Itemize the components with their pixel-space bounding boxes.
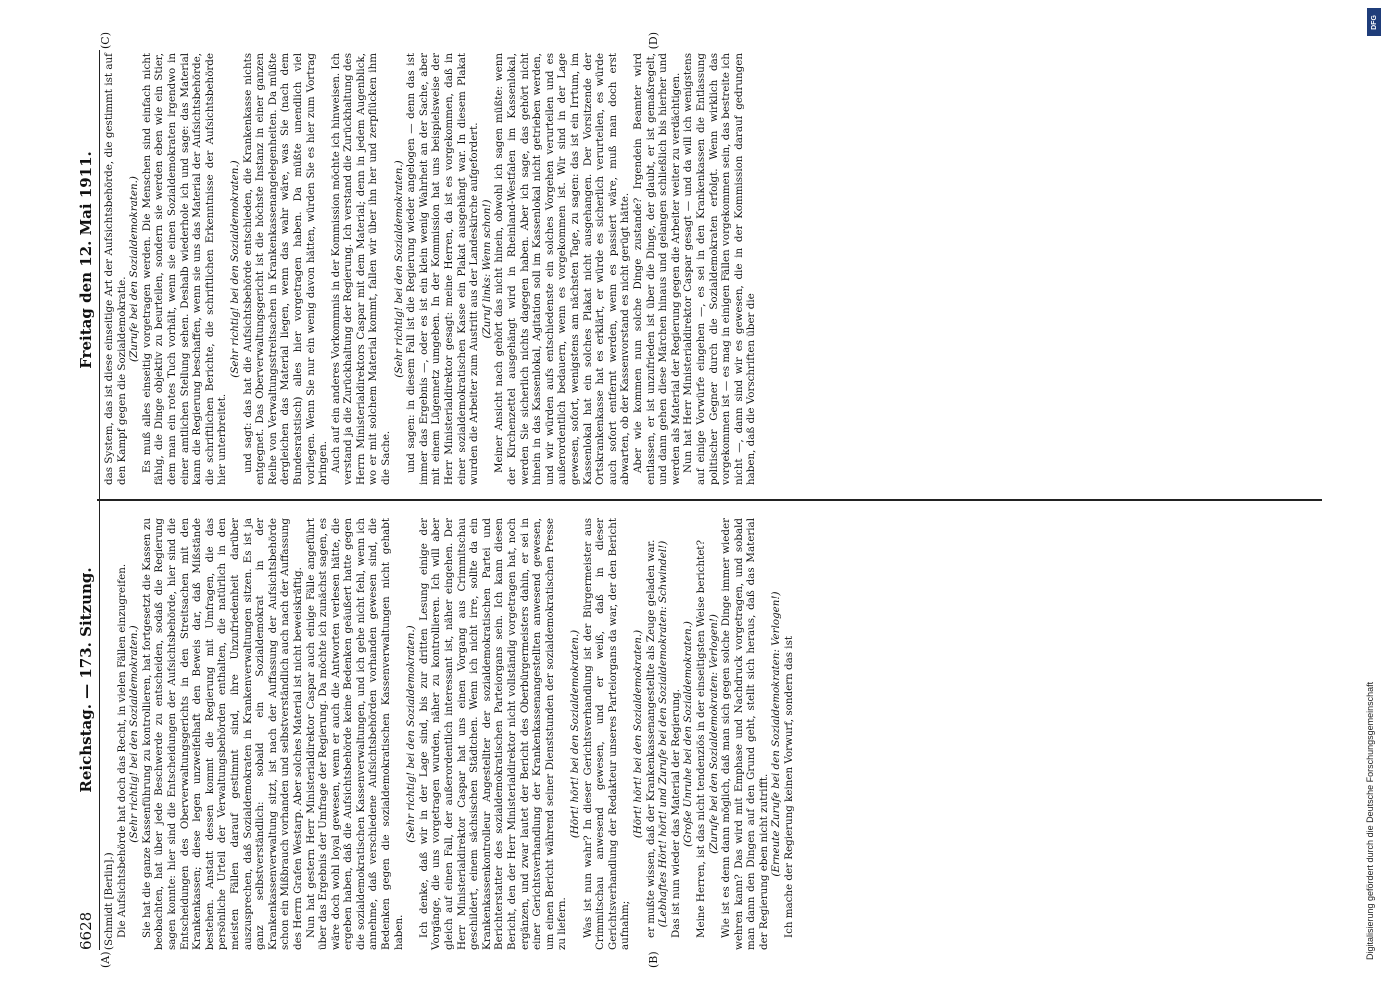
margin-mark-c: (C) (98, 32, 112, 49)
credit-text: Digitalisierung gefördert durch die Deutsche Forschungsgemeinschaft (1365, 681, 1375, 960)
paragraph: und sagen: in diesem Fall ist die Regierung wieder angelogen — denn das ist immer das Ergebnis —, oder es ist ein klein wenig Wahrheit an der Sache, aber mit einem Lügennetz umgeben. In der Kommission hat uns beispielsweise der Herr Ministerialdirektor gesagt: meine Herren, da ist es vorgekommen, daß in einer sozialdemokratischen Kasse ein Plakat ausgehängt war. In diesem Plakat wurden die Arbeiter zum Austritt aus der Landeskirche aufgefordert. (404, 53, 480, 485)
paragraph: Nun hat Herr Ministerialdirektor Caspar gesagt — und da will ich wenigstens auf einige Vorwürfe eingehen —, es sei in den Krankenkassen die Entlassung politischer Gegner durch die Sozialdemokraten erfolgt. Wenn wirklich das vorgekommen ist — es mag in einigen Fällen vorgekommen sein, das bestreite ich nicht —, dann sind wir es gewesen, die in der Kommission darauf gedrungen haben, daß die Vorschriften über die (681, 53, 757, 485)
paragraph: Was ist nun wahr? In dieser Gerichtsverhandlung ist der Bürgermeister aus Crimmitschau anwesend gewesen, und er weiß, daß in dieser Gerichtsverhandlung der Redakteur unseres Parteiorgans da war, der den Bericht aufnahm; (581, 518, 631, 950)
page-number: 6628 (76, 911, 95, 950)
paragraph: Das ist nun wieder das Material der Regierung. (669, 688, 682, 938)
interjection: (Erneute Zurufe bei den Sozialdemokraten: Verlogen!) (769, 591, 782, 877)
paragraph: Die Aufsichtsbehörde hat doch das Recht, in vielen Fällen einzugreifen. (115, 563, 128, 938)
paragraph: Wie ist es denn dann möglich, daß man sich gegen solche Dinge immer wieder wehren kann? Das wird mit Emphase und Nachdruck vorgetragen, und sobald man dann den Dingen auf den Grund geht, stellt sich heraus, daß das Material der Regierung eben nicht zutrifft. (719, 518, 770, 950)
paragraph: und sagt: das hat die Aufsichtsbehörde entschieden, die Krankenkasse nichts entgegnet. Das Oberverwaltungsgericht ist die höchste Instanz in einer ganzen Reihe von Verwaltungsstreitsachen in Krankenkassenangelegenheiten. Da müßte dergleichen das Material liegen, wenn das wahr wäre, was Sie (nach dem Bundesratstisch) alles hier vorgetragen haben. Da müßte unendlich viel vorliegen. Wenn Sie nur ein wenig davon hätten, würden Sie es hier zum Vortrag bringen. (241, 53, 329, 485)
paragraph: er mußte wissen, daß der Krankenkassenangestellte als Zeuge geladen war. (644, 539, 657, 938)
interjection: (Große Unruhe bei den Sozialdemokraten.) (681, 621, 694, 847)
interjection: (Lebhaftes Hört! hört! und Zurufe bei den Sozialdemokraten: Schwindel!) (656, 540, 669, 928)
left-column (103, 518, 796, 950)
interjection: (Hört! hört! bei den Sozialdemokraten.) (631, 629, 644, 839)
paragraph: Es muß alles einseitig vorgetragen werden. Die Menschen sind einfach nicht fähig, die Dinge objektiv zu beurteilen, sondern sie werden eben wie ein Stier, dem man ein rotes Tuch vorhält, wenn sie einen Sozialdemokraten irgendwo in einer amtlichen Stellung sehen. Deshalb wiederhole ich und sage: das Material kann die Regierung beschaffen, wenn sie uns das Material der Aufsichtsbehörde, die schriftlichen Berichte, die schriftlichen Erkenntnisse der Aufsichtsbehörde hier unterbreitet. (140, 53, 228, 485)
paragraph: das System, das ist diese einseitige Art der Aufsichtsbehörde, die gestimmt ist auf den Kampf gegen die Sozialdemokratie. (102, 53, 128, 485)
margin-mark-b: (B) (646, 951, 660, 968)
interjection: (Sehr richtig! bei den Sozialdemokraten.) (392, 160, 405, 378)
right-column (103, 53, 758, 485)
interjection: (Zurufe bei den Sozialdemokraten.) (127, 176, 140, 362)
paragraph: Ich mache der Regierung keinen Vorwurf, sondern das ist (782, 635, 795, 938)
paragraph: (Schmidt [Berlin].) (102, 852, 115, 950)
document-page (47, 30, 1337, 970)
dfg-logo: DFG (1367, 8, 1381, 36)
interjection: (Sehr richtig! bei den Sozialdemokraten.) (404, 625, 417, 843)
paragraph: Meine Herren, ist das nicht tendenziös in der einseitigsten Weise berichtet? (694, 540, 707, 938)
paragraph: Meiner Ansicht nach gehört das nicht hinein, obwohl ich sagen müßte: wenn der Kirchenzettel ausgehängt wird in Rheinland-Westfalen im Kassenlokal, werden Sie sicherlich nichts dagegen haben. Aber ich sage, das gehört nicht hinein in das Kassenlokal, Agitation soll im Kassenlokal nicht getrieben werden, und wir würden aufs entschiedenste ein solches Vorgehen verurteilen und es außerordentlich bedauern, wenn es vorgekommen ist. Wir sind in der Lage gewesen, sofort, wenigstens am nächsten Tage, zu sagen: das ist ein Irrtum, im Kassenlokal hat ein solches Plakat nicht ausgehangen. Der Vorsitzende der Ortskrankenkasse hat es erklärt, er würde es sicherlich verurteilen, es würde auch sofort entfernt werden, wenn es passiert wäre, muß man doch erst abwarten, ob der Kassenvorstand es nicht gerügt hätte. (492, 53, 631, 485)
interjection: (Zurufe bei den Sozialdemokraten: Verlogen!) (707, 614, 719, 854)
header-left-title: Reichstag. — 173. Sitzung. (76, 567, 95, 793)
margin-mark-d: (D) (646, 32, 660, 50)
page-header (65, 50, 100, 950)
interjection: (Sehr richtig! bei den Sozialdemokraten.) (127, 625, 140, 843)
credit-line (1365, 40, 1379, 960)
interjection: (Zuruf links: Wenn schon!) (480, 199, 493, 339)
column-divider (97, 500, 1322, 502)
paragraph: Aber wie kommen nun solche Dinge zustande? Irgendein Beamter wird entlassen, er ist unzufrieden ist über die Dinge, der glaubt, er ist gemaßregelt, und dann gehen diese Märchen hinaus und gelangen schließlich bis hierher und werden als Material der Regierung gegen die Arbeiter weiter zu verdächtigen. (631, 53, 682, 485)
header-right-title: Freitag den 12. Mai 1911. (76, 151, 95, 369)
paragraph: Auch auf ein anderes Vorkommnis in der Kommission möchte ich hinweisen. Ich verstand ja die Zurückhaltung der Regierung. Ich verstand die Zurückhaltung des Herrn Ministerialdirektors Caspar mit dem Material; denn in jedem Augenblick, wo er mit solchem Material kommt, fallen wir über ihn her und zerpflücken ihm die Sache. (329, 53, 392, 485)
paragraph: Sie hat die ganze Kassenführung zu kontrollieren, hat fortgesetzt die Kassen zu beobachten, hat über jede Beschwerde zu entscheiden, sodaß die Regierung sagen konnte: hier sind die Entscheidungen der Aufsichtsbehörde, hier sind die Entscheidungen des Oberverwaltungsgerichts in den Streitsachen mit den Krankenkassen; diese legen unzweifelhaft den Beweis dar, daß Mißstände bestehen. Anstatt dessen kommt die Regierung mit Umfragen, die das persönliche Urteil der Verwaltungsbehörden enthalten, die natürlich in den meisten Fällen darauf gestimmt sind, ihre Unzufriedenheit darüber auszusprechen, daß Sozialdemokraten in Krankenverwaltungen sitzen. Es ist ja ganz selbstverständlich: sobald ein Sozialdemokrat in der Krankenkassenverwaltung sitzt, ist nach der Auffassung der Aufsichtsbehörde schon ein Mißbrauch vorhanden und selbstverständlich auch nach der Auffassung des Herrn Grafen Westarp. Aber solches Material ist nicht beweiskräftig. (140, 518, 304, 950)
paragraph: Nun hat gestern Herr Ministerialdirektor Caspar auch einige Fälle angeführt über das Ergebnis der Umfrage der Regierung. Da möchte ich zunächst sagen, es wäre doch wohl loyal gewesen, wenn er auch die Antworten verlesen hätte, die ergeben haben, daß die Aufsichtsbehörde keine Bedenken geäußert hatte gegen die sozialdemokratischen Kassenverwaltungen, und ich gehe nicht fehl, wenn ich annehme, daß verschiedene Aufsichtsbehörden vorhanden gewesen sind, die Bedenken gegen die sozialdemokratischen Kassenverwaltungen nicht gehabt haben. (304, 518, 405, 950)
interjection: (Hört! hört! bei den Sozialdemokraten.) (568, 629, 581, 839)
interjection: (Sehr richtig! bei den Sozialdemokraten.) (228, 160, 241, 378)
paragraph: Ich denke, daß wir in der Lage sind, bis zur dritten Lesung einige der Vorgänge, die uns vorgetragen wurden, näher zu kontrollieren. Ich will aber gleich auf einen Fall, der außerordentlich interessant ist, näher eingehen. Der Herr Ministerialdirektor Caspar hat uns einen Vorgang aus Crimmitschau geschildert, einem sächsischen Städtchen. Wenn ich nicht irre, sollte da ein Krankenkassenkontrolleur Angestellter der sozialdemokratischen Partei und Berichterstatter des sozialdemokratischen Parteiorgans sein. Ich kann diesen Bericht, den der Herr Ministerialdirektor nicht vollständig vorgetragen hat, noch ergänzen, und zwar lautet der Bericht des Oberbürgermeisters dahin, er sei in einer Gerichtsverhandlung der Krankenkassenangestellten anwesend gewesen, um einen Bericht während seiner Dienststunden der sozialdemokratischen Presse zu liefern. (417, 518, 568, 950)
margin-mark-a: (A) (98, 951, 112, 968)
